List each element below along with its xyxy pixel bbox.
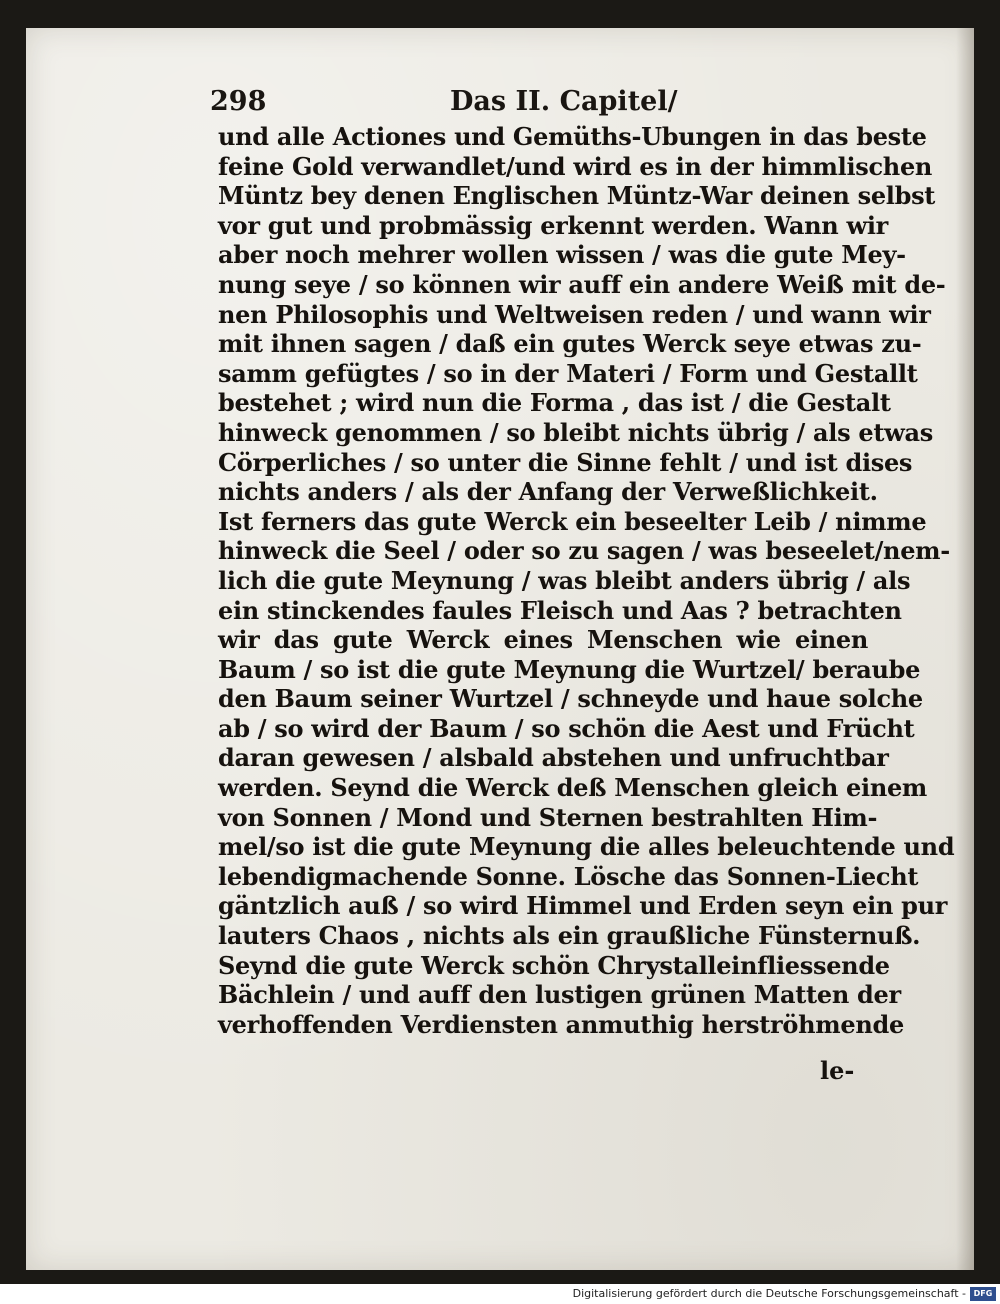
text-line: werden. Seynd die Werck deß Menschen gleich einem [218,773,928,803]
text-line: daran gewesen / alsbald abstehen und unfruchtbar [218,743,889,773]
text-line: mit ihnen sagen / daß ein gutes Werck seye etwas zu- [218,329,922,359]
text-line: feine Gold verwandlet/und wird es in der himmlischen [218,151,933,181]
text-line: nen Philosophis und Weltweisen reden / und wann wir [218,299,931,329]
text-line: lich die gute Meynung / was bleibt anders übrig / als [218,565,911,595]
text-line: verhoffenden Verdiensten anmuthig herströhmende [218,1009,904,1039]
text-line: von Sonnen / Mond und Sternen bestrahlten Him- [218,802,878,832]
text-line: Baum / so ist die gute Meynung die Wurtzel/ beraube [218,654,921,684]
text-line: den Baum seiner Wurtzel / schneyde und haue solche [218,684,923,714]
funding-credit: Digitalisierung gefördert durch die Deutsche Forschungsgemeinschaft - [572,1287,966,1300]
page-edge-shadow [956,28,974,1270]
text-line: Müntz bey denen Englischen Müntz-War deinen selbst [218,181,936,211]
text-line: Cörperliches / so unter die Sinne fehlt / und ist dises [218,447,913,477]
text-line: lauters Chaos , nichts als ein graußliche Fünsternuß. [218,921,921,951]
text-line: Seynd die gute Werck schön Chrystalleinfliessende [218,950,890,980]
text-line: aber noch mehrer wollen wissen / was die gute Mey- [218,240,906,270]
page-number: 298 [210,86,267,117]
digitization-footer [0,1284,1000,1304]
text-line: ab / so wird der Baum / so schön die Aest und Frücht [218,713,915,743]
text-line: lebendigmachende Sonne. Lösche das Sonnen-Liecht [218,861,919,891]
text-line: Bächlein / und auff den lustigen grünen Matten der [218,980,901,1010]
text-line: wir das gute Werck eines Menschen wie einen [218,625,868,655]
text-line: hinweck die Seel / oder so zu sagen / was beseelet/nem- [218,536,950,566]
text-line: gäntzlich auß / so wird Himmel und Erden seyn ein pur [218,891,948,921]
text-line: mel/so ist die gute Meynung die alles beleuchtende und [218,832,955,862]
catchword: le- [820,1056,855,1085]
text-line: ein stinckendes faules Fleisch und Aas ? betrachten [218,595,902,625]
text-line: und alle Actiones und Gemüths-Ubungen in das beste [218,122,927,151]
page-header [210,86,870,124]
dfg-logo-icon: DFG [970,1287,996,1301]
text-line: bestehet ; wird nun die Forma , das ist / die Gestalt [218,388,891,418]
text-line: hinweck genommen / so bleibt nichts übrig / als etwas [218,417,933,447]
text-line: vor gut und probmässig erkennt werden. Wann wir [218,210,889,240]
running-head: Das II. Capitel/ [450,86,678,117]
text-line: nung seye / so können wir auff ein andere Weiß mit de- [218,269,946,299]
text-line: samm gefügtes / so in der Materi / Form und Gestallt [218,358,918,388]
body-text [218,122,955,1039]
text-line: Ist ferners das gute Werck ein beseelter Leib / nimme [218,506,927,536]
text-line: nichts anders / als der Anfang der Verweßlichkeit. [218,477,878,507]
